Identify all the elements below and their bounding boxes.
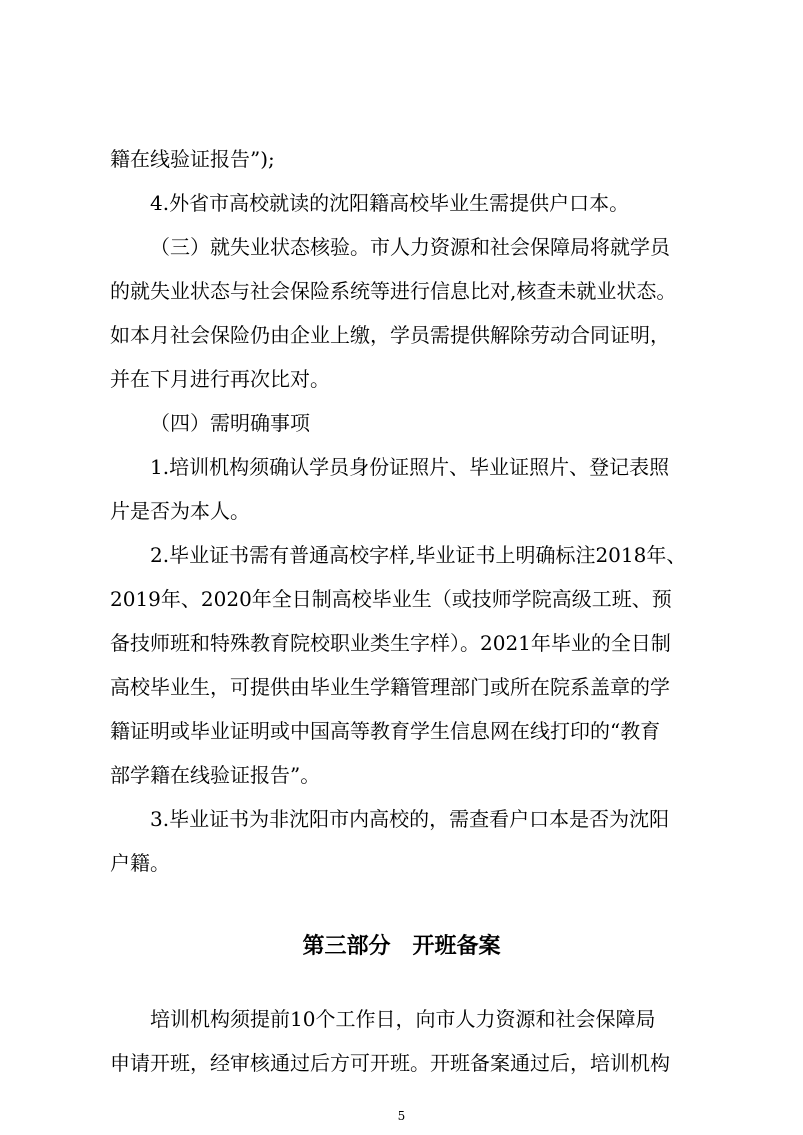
paragraph-line: 培训机构须提前10个工作日，向市人力资源和社会保障局 [150,1007,656,1031]
paragraph-line: 部学籍在线验证报告”。 [110,763,321,787]
paragraph-line: 的就失业状态与社会保险系统等进行信息比对,核查未就业状态。 [110,279,677,303]
page-number: 5 [397,1109,406,1123]
paragraph-line: 片是否为本人。 [110,499,250,523]
paragraph-line: （四）需明确事项 [150,411,310,435]
paragraph-line: 2.毕业证书需有普通高校字样,毕业证书上明确标注2018年、 [150,543,687,567]
section-heading: 第三部分 开班备案 [302,934,501,959]
paragraph-line: 2019年、2020年全日制高校毕业生（或技师学院高级工班、预 [110,587,672,611]
paragraph-line: 申请开班，经审核通过后方可开班。开班备案通过后，培训机构 [110,1051,670,1075]
paragraph-line: 高校毕业生，可提供由毕业生学籍管理部门或所在院系盖章的学 [110,675,670,699]
paragraph-line: 1.培训机构须确认学员身份证照片、毕业证照片、登记表照 [150,455,670,479]
paragraph-line: 如本月社会保险仍由企业上缴，学员需提供解除劳动合同证明， [110,323,670,347]
paragraph-line: 3.毕业证书为非沈阳市内高校的，需查看户口本是否为沈阳 [150,807,670,831]
paragraph-line: 籍证明或毕业证明或中国高等教育学生信息网在线打印的“教育 [110,719,661,743]
paragraph-line: 备技师班和特殊教育院校职业类生字样）。2021年毕业的全日制 [110,631,671,655]
paragraph-line: 籍在线验证报告”); [110,147,275,171]
paragraph-line: 户籍。 [110,851,170,875]
paragraph-line: 4.外省市高校就读的沈阳籍高校毕业生需提供户口本。 [150,191,630,215]
paragraph-line: 并在下月进行再次比对。 [110,367,330,391]
paragraph-line: （三）就失业状态核验。市人力资源和社会保障局将就学员 [150,235,670,259]
